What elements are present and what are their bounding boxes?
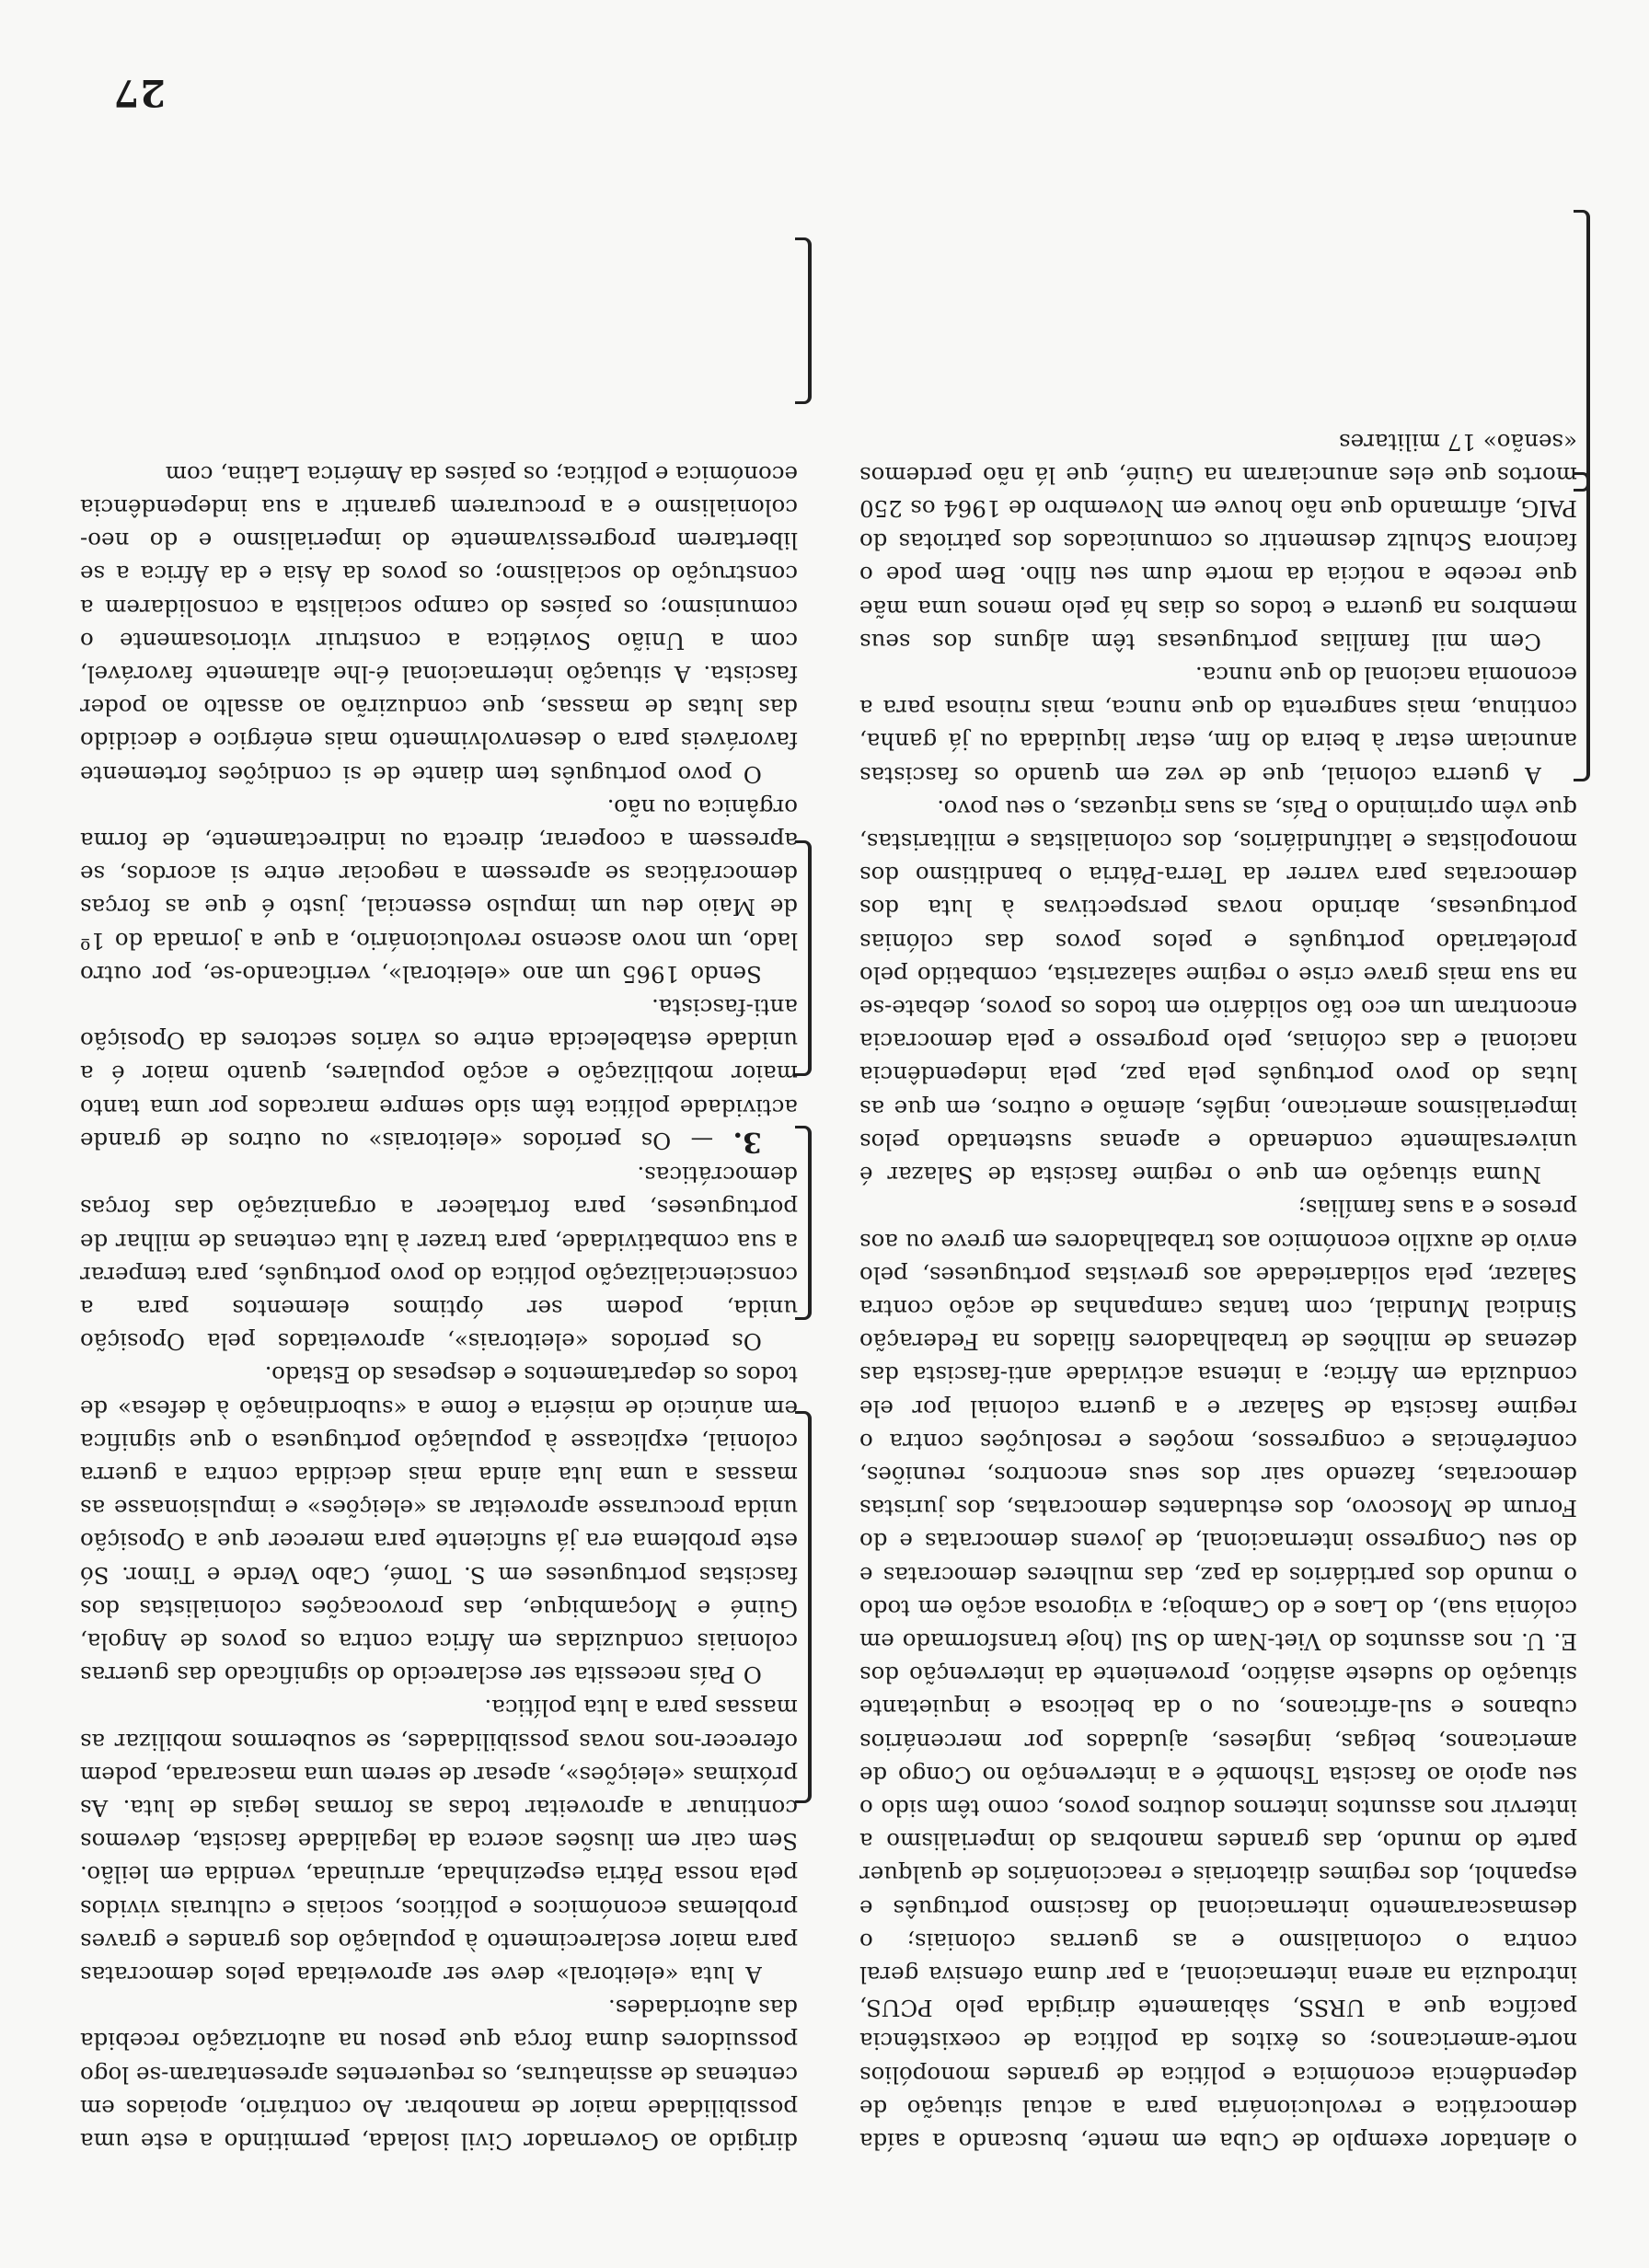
- margin-bracket: [795, 1411, 812, 1803]
- text-column-left: [859, 133, 1577, 2158]
- margin-bracket: [795, 237, 812, 404]
- paragraph: Os períodos «eleitorais», aproveitados pela Oposição unida, podem ser óptimos elementos para a consciencialização política do povo português, para temperar a sua combatividade, para trazer à luta centenas de milhar de portugueses, para fortalecer a organização das forças democráticas.: [80, 1162, 798, 1356]
- paragraph: A luta «eleitoral» deve ser aproveitada pelos democratas para maior esclarecimento à população dos grandes e graves problemas económicos e políticos, sociais e culturais vividos pela nossa Pátria espezinhada, arruinada, vendida em leilão. Sem cair em ilusões acerca da legalidade fascista, devemos continuar a aproveitar todas as formas legais de luta. As próximas «eleições», apesar de serem uma mascarada, podem oferecer-nos novas possibilidades, se soubermos mobilizar as massas para a luta política.: [80, 1695, 798, 1988]
- paragraph: A guerra colonial, que de vez em quando os fascistas anunciam estar à beira do fim, estar liquidada ou já ganha, continua, mais sangrenta do que nunca, mais ruinosa para a economia nacional do que nunca.: [859, 662, 1577, 789]
- section-text: — Os períodos «eleitorais» ou outros de grande actividade política têm sido sempre marcados por uma tanto maior mobilização e acção populares, quanto maior é a unidade estabelecida entre os vários sectores da Oposição anti-fascista.: [80, 994, 798, 1154]
- section-number: 3.: [732, 1125, 762, 1158]
- paragraph: O País necessita ser esclarecido do significado das guerras coloniais conduzidas em África contra os povos de Angola, Guiné e Moçambique, das provocações colonialistas dos fascistas portugueses em S. Tomé, Cabo Verde e Timor. Só este problema era já suficiente para merecer que a Oposição unida procurasse aproveitar as «eleições» e impulsionasse as massas a uma luta ainda mais decidida contra a guerra colonial, explicasse à população portuguesa o que significa em anúncio de miséria e fome a «subordinação à defesa» de todos os departamentos e despesas do Estado.: [80, 1361, 798, 1689]
- margin-bracket: [795, 1126, 812, 1320]
- paragraph: Sendo 1965 um ano «eleitoral», verificando-se, por outro lado, um novo ascenso revolucionário, a que a jornada do 1º de Maio deu um impulso essencial, justo é que as forças democráticas se apressem a negociar entre si acordos, se apressem a cooperar, directa ou indirectamente, de forma orgânica ou não.: [80, 793, 798, 988]
- paragraph: dirigido ao Governador Civil isolada, permitindo a este uma possibilidade maior de manobrar. Ao contrário, apoiados em centenas de assinaturas, os requerentes apresentaram-se logo possuidores duma força que pesou na autorização recebida das autoridades.: [80, 1995, 798, 2155]
- paragraph: O povo português tem diante de si condições fortemente favoráveis para o desenvolvimento mais enérgico e decidido das lutas de massas, que conduzirão ao assalto ao poder fascista. A situação internacional é-lhe altamente favorável, com a União Soviética a construir vitoriosamente o comunismo; os países do campo socialista a consolidarem a construção do socialismo; os povos da Ásia e da África a se libertarem progressivamente do imperialismo e do neo-colonialismo e a procurarem garantir a sua independência económica e política; os países da América Latina, com: [80, 460, 798, 788]
- paragraph: Numa situação em que o regime fascista de Salazar é universalmente condenado e apenas sustentado pelos imperialismos americano, inglês, alemão e outros, em que as lutas do povo português pela paz, pela independência nacional e das colónias, pelo progresso e pela democracia encontram um eco tão solidário em todos os povos, debate-se na sua mais grave crise o regime salazarista, combatido pelo proletariado português e pelos povos das colónias portuguesas, abrindo novas perspectivas à luta dos democratas para varrer da Terra-Pátria o banditismo dos monopolistas e latifundiários, dos colonialistas e militaristas, que vêm oprimindo o País, as suas riquezas, o seu povo.: [859, 794, 1577, 1189]
- section-paragraph: [80, 990, 798, 1158]
- margin-bracket: [795, 840, 812, 1076]
- margin-bracket: [1574, 210, 1590, 492]
- paragraph: o alentador exemplo de Cuba em mente, buscando a saída democrática e revolucionária para a actual situação de dependência económica e política de grandes monopólios norte-americanos; os êxitos da política de coexistência pacífica que a URSS, sàbiamente dirigida pelo PCUS, introduzia na arena internacional, a par duma ofensiva geral contra o colonialismo e as guerras coloniais; o desmascaramento internacional do fascismo português e espanhol, dos regimes ditatoriais e reaccionários de qualquer parte do mundo, das grandes manobras do imperialismo a intervir nos assuntos internos doutros povos, como têm sido o seu apoio ao fascista Tshombé e a intervenção no Congo de americanos, belgas, ingleses, ajudados por mercenários cubanos e sul-africanos, ou o da belicosa e inquietante situação do sudeste asiático, proveniente da intervenção dos E. U. nos assuntos do Viet-Nam do Sul (hoje transformado em colónia sua), do Laos e do Camboja; a vigorosa acção em todo o mundo dos partidários da paz, das mulheres democratas e do seu Congresso internacional, de jovens democratas e do Forum de Moscovo, dos estudantes democratas, dos juristas democratas, fazendo sair dos seus encontros, reuniões, conferências e congressos, moções e resoluções contra o regime fascista de Salazar e a guerra colonial por ele conduzida em África; a intensa actividade anti-fascista das dezenas de milhões de trabalhadores filiados na Federação Sindical Mundial, com tantas campanhas de acção contra Salazar, pela solidariedade aos grevistas portugueses, pelo envio de auxílio económico aos trabalhadores em greve ou aos presos e a suas famílias;: [859, 1195, 1577, 2155]
- paragraph: Cem mil famílias portuguesas têm alguns dos seus membros na guerra e todos os dias há pelo menos uma mãe que recebe a notícia da morte dum seu filho. Bem pode o facínora Schultz desmentir os comunicados dos patriotas do PAIG, afirmando que não houve em Novembro de 1964 os 250 mortos que eles anunciaram na Guiné, que lá não perdemos «senão» 17 militares: [859, 428, 1577, 655]
- page-number: 27: [112, 71, 166, 114]
- text-column-right: [80, 133, 798, 2158]
- margin-bracket: [1574, 472, 1590, 781]
